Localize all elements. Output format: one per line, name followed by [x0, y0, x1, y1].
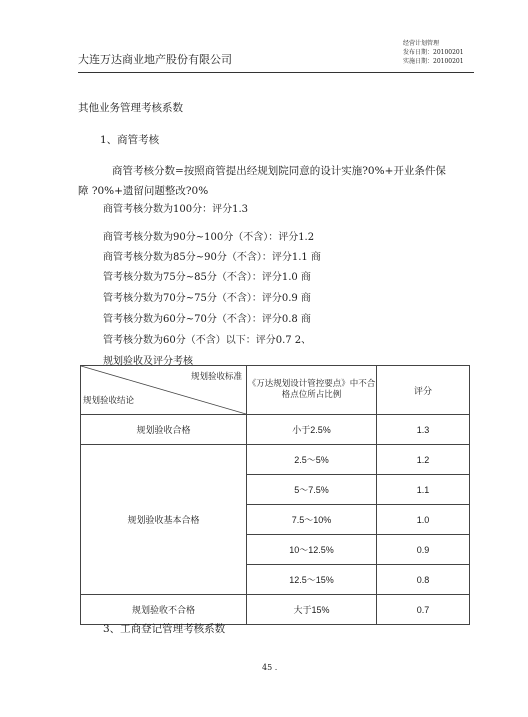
table-row: [81, 415, 470, 445]
section-title: 其他业务管理考核系数: [78, 102, 183, 114]
page-number: 45 .: [262, 663, 278, 672]
score-line: 商管考核分数为90分~100分（不含）：评分1.2: [103, 232, 315, 243]
score-line: 管考核分数为70分~75分（不含）：评分0.9 商: [103, 293, 311, 304]
score-cell: 0.7: [377, 595, 470, 625]
score-line: 管考核分数为60分~70分（不含）：评分0.8 商: [103, 314, 311, 325]
table-row: [81, 445, 470, 475]
score-cell: 1.1: [377, 475, 470, 505]
score-cell: 0.8: [377, 565, 470, 595]
doc-meta-publish-date: 发布日期：20100201: [403, 49, 464, 56]
planning-acceptance-table: [80, 365, 470, 625]
score-line: 商管考核分数为100分：评分1.3: [103, 204, 248, 215]
score-line: 管考核分数为75分~85分（不含）：评分1.0 商: [103, 272, 311, 283]
ratio-cell: 5～7.5%: [247, 475, 377, 505]
doc-meta-category: 经营计划管理: [403, 40, 440, 47]
score-line: 管考核分数为60分（不含）以下：评分0.7 2、: [103, 335, 312, 346]
score-cell: 1.2: [377, 445, 470, 475]
score-cell: 0.9: [377, 535, 470, 565]
score-line: 商管考核分数为85分~90分（不含）：评分1.1 商: [103, 252, 321, 263]
criteria-header: 《万达规划设计管控要点》中不合格点位所占比例: [247, 366, 377, 415]
doc-meta-effective-date: 实施日期：20100201: [403, 58, 464, 65]
ratio-cell: 7.5～10%: [247, 505, 377, 535]
formula-line-1: 商管考核分数=按照商管提出经规划院同意的设计实施?0%+开业条件保: [112, 165, 446, 177]
score-cell: 1.0: [377, 505, 470, 535]
table-header-row: [81, 366, 470, 415]
formula-line-2: 障 ?0%+遗留问题整改?0%: [78, 185, 209, 197]
conclusion-cell-fail: 规划验收不合格: [81, 595, 247, 625]
subsection-title-commercial: 1、商管考核: [100, 134, 160, 146]
diagonal-header-cell: [81, 366, 247, 415]
header-divider: [78, 72, 474, 73]
diag-header-conclusion: 规划验收结论: [83, 396, 135, 406]
table-row: [81, 595, 470, 625]
ratio-cell: 2.5～5%: [247, 445, 377, 475]
diag-header-standard: 规划验收标准: [190, 372, 242, 382]
ratio-cell: 大于15%: [247, 595, 377, 625]
score-cell: 1.3: [377, 415, 470, 445]
conclusion-cell-pass: 规划验收合格: [81, 415, 247, 445]
ratio-cell: 小于2.5%: [247, 415, 377, 445]
score-header: 评分: [377, 366, 470, 415]
subsection-title-business-registration: 3、工商登记管理考核系数: [103, 623, 226, 635]
conclusion-cell-basic-fail: 规划验收基本合格: [81, 445, 247, 595]
score-line: 规划验收及评分考核: [103, 356, 193, 367]
ratio-cell: 12.5～15%: [247, 565, 377, 595]
company-name: 大连万达商业地产股份有限公司: [78, 53, 232, 66]
ratio-cell: 10～12.5%: [247, 535, 377, 565]
